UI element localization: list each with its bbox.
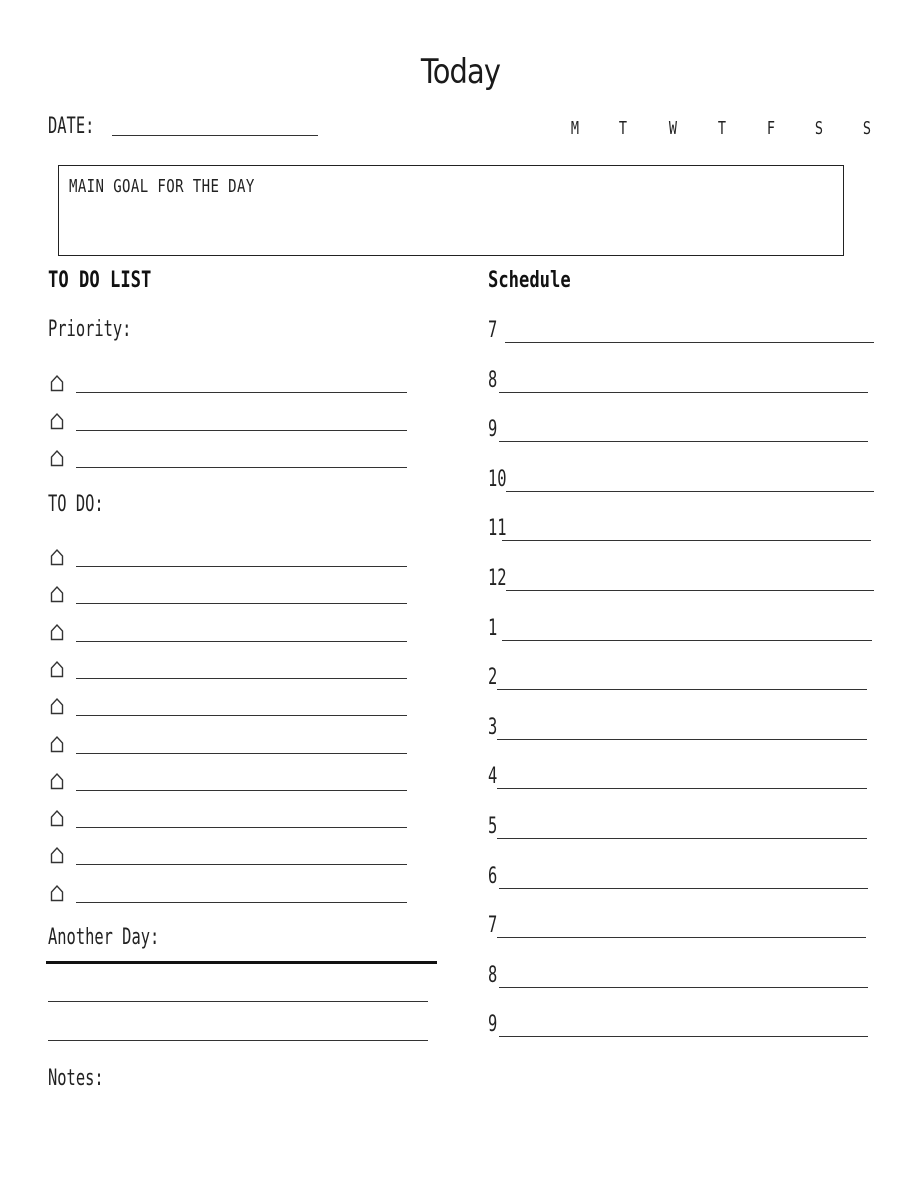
schedule-entry-line[interactable]: [497, 937, 866, 938]
schedule-entry-line[interactable]: [497, 689, 867, 690]
house-outline-checkbox-icon[interactable]: [50, 548, 64, 566]
notes-label: Notes:: [48, 1066, 104, 1091]
house-outline-checkbox-icon[interactable]: [50, 660, 64, 678]
schedule-slot: [488, 963, 878, 993]
house-outline-checkbox-icon[interactable]: [50, 449, 64, 467]
schedule-slot: [488, 715, 878, 745]
todo-item: [48, 583, 408, 607]
house-outline-checkbox-icon[interactable]: [50, 809, 64, 827]
schedule-hour-label: 5: [488, 814, 498, 839]
schedule-hour-label: 8: [488, 367, 498, 393]
weekday-th[interactable]: T: [717, 118, 727, 139]
priority-item: [48, 447, 408, 471]
another-day-line[interactable]: [48, 1001, 428, 1002]
schedule-entry-line[interactable]: [506, 590, 874, 591]
priority-label: Priority:: [48, 317, 132, 342]
schedule-slot: [488, 417, 878, 447]
weekday-sa[interactable]: S: [814, 118, 824, 139]
todo-entry-line[interactable]: [76, 715, 407, 716]
schedule-hour-label: 9: [488, 417, 498, 443]
another-day-label: Another Day:: [48, 925, 160, 950]
schedule-hour-label: 3: [488, 714, 498, 740]
todo-entry-line[interactable]: [76, 603, 407, 604]
another-day-divider: [46, 961, 437, 964]
another-day-line[interactable]: [48, 1040, 428, 1041]
date-field-line[interactable]: [112, 135, 318, 136]
schedule-slot: [488, 616, 878, 646]
house-outline-checkbox-icon[interactable]: [50, 623, 64, 641]
schedule-entry-line[interactable]: [506, 491, 874, 492]
house-outline-checkbox-icon[interactable]: [50, 697, 64, 715]
schedule-hour-label: 8: [488, 962, 498, 988]
house-outline-checkbox-icon[interactable]: [50, 846, 64, 864]
todo-entry-line[interactable]: [76, 641, 407, 642]
schedule-entry-line[interactable]: [497, 739, 867, 740]
schedule-slot: [488, 864, 878, 894]
todo-label: TO DO:: [48, 492, 104, 517]
schedule-entry-line[interactable]: [499, 987, 868, 988]
schedule-entry-line[interactable]: [499, 441, 868, 442]
schedule-entry-line[interactable]: [499, 392, 868, 393]
main-goal-label: MAIN GOAL FOR THE DAY: [69, 176, 255, 197]
priority-item: [48, 372, 408, 396]
priority-item: [48, 410, 408, 434]
schedule-entry-line[interactable]: [502, 640, 872, 641]
todo-item: [48, 695, 408, 719]
schedule-slot: [488, 368, 878, 398]
main-goal-box[interactable]: [58, 165, 844, 256]
schedule-hour-label: 7: [488, 318, 498, 343]
todo-entry-line[interactable]: [76, 392, 407, 393]
todo-list-heading: TO DO LIST: [48, 268, 152, 293]
schedule-slot: [488, 467, 878, 497]
weekday-w[interactable]: W: [668, 118, 678, 139]
weekday-m[interactable]: M: [570, 118, 580, 139]
todo-entry-line[interactable]: [76, 753, 407, 754]
schedule-entry-line[interactable]: [497, 788, 867, 789]
todo-entry-line[interactable]: [76, 902, 407, 903]
house-outline-checkbox-icon[interactable]: [50, 374, 64, 392]
house-outline-checkbox-icon[interactable]: [50, 884, 64, 902]
schedule-hour-label: 11: [488, 516, 507, 542]
todo-entry-line[interactable]: [76, 864, 407, 865]
schedule-heading: Schedule: [488, 268, 571, 293]
schedule-slot: [488, 1012, 878, 1042]
schedule-slot: [488, 665, 878, 695]
weekday-t[interactable]: T: [618, 118, 628, 139]
todo-item: [48, 658, 408, 682]
todo-item: [48, 882, 408, 906]
schedule-slot: [488, 814, 878, 844]
schedule-hour-label: 9: [488, 1012, 498, 1038]
todo-item: [48, 807, 408, 831]
weekday-su[interactable]: S: [862, 118, 872, 139]
todo-entry-line[interactable]: [76, 790, 407, 791]
house-outline-checkbox-icon[interactable]: [50, 772, 64, 790]
todo-item: [48, 844, 408, 868]
todo-item: [48, 770, 408, 794]
schedule-entry-line[interactable]: [499, 888, 868, 889]
date-label: DATE:: [48, 114, 95, 139]
todo-item: [48, 546, 408, 570]
schedule-hour-label: 1: [488, 615, 498, 641]
schedule-hour-label: 12: [488, 566, 507, 591]
weekday-f[interactable]: F: [766, 118, 776, 139]
schedule-hour-label: 4: [488, 764, 498, 790]
schedule-slot: [488, 516, 878, 546]
schedule-hour-label: 2: [488, 665, 498, 691]
todo-item: [48, 733, 408, 757]
schedule-entry-line[interactable]: [502, 540, 871, 541]
schedule-slot: [488, 566, 878, 596]
schedule-slot: [488, 913, 878, 943]
todo-entry-line[interactable]: [76, 467, 407, 468]
todo-item: [48, 621, 408, 645]
todo-entry-line[interactable]: [76, 566, 407, 567]
house-outline-checkbox-icon[interactable]: [50, 585, 64, 603]
todo-entry-line[interactable]: [76, 430, 407, 431]
schedule-entry-line[interactable]: [505, 342, 874, 343]
schedule-slot: [488, 764, 878, 794]
schedule-entry-line[interactable]: [499, 1036, 868, 1037]
house-outline-checkbox-icon[interactable]: [50, 735, 64, 753]
schedule-hour-label: 6: [488, 863, 498, 889]
schedule-entry-line[interactable]: [497, 838, 867, 839]
todo-entry-line[interactable]: [76, 827, 407, 828]
schedule-hour-label: 10: [488, 466, 507, 492]
page-title: Today: [420, 52, 501, 92]
todo-entry-line[interactable]: [76, 678, 407, 679]
schedule-hour-label: 7: [488, 913, 498, 939]
schedule-slot: [488, 318, 878, 348]
house-outline-checkbox-icon[interactable]: [50, 412, 64, 430]
